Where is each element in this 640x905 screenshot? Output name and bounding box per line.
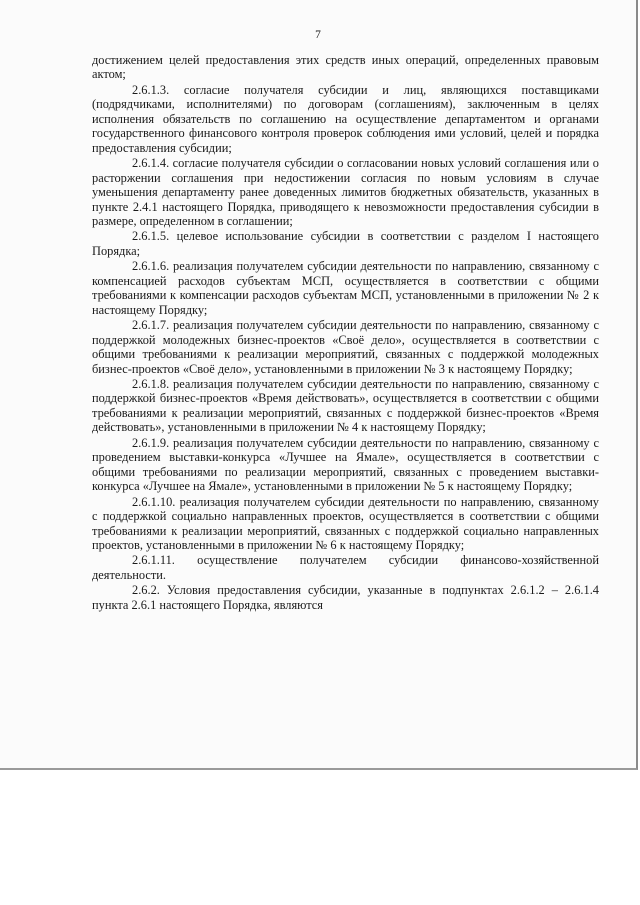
blank-area <box>0 770 640 903</box>
paragraph-2-6-1-11: 2.6.1.11. осуществление получателем субсидии финансово-хозяйственной деятельности. <box>92 553 599 582</box>
paragraph-2-6-1-7: 2.6.1.7. реализация получателем субсидии деятельности по направлению, связанному с поддержкой молодежных бизнес-проектов «Своё дело», осуществляется в соответствии с общими требованиями к реализации мероприятий, связанных с поддержкой молодежных бизнес-проектов «Своё дело», установленными в приложении № 3 к настоящему Порядку; <box>92 318 599 376</box>
paragraph-2-6-1-4: 2.6.1.4. согласие получателя субсидии о согласовании новых условий соглашения или о расторжении соглашения при недостижении согласия по новым условиям в случае уменьшения департаменту ранее доведенных лимитов бюджетных обязательств, указанных в пункте 2.4.1 настоящего Порядка, приводящего к невозможности предоставления субсидии в размере, определенном в соглашении; <box>92 156 599 228</box>
paragraph-2-6-2: 2.6.2. Условия предоставления субсидии, указанные в подпунктах 2.6.1.2 – 2.6.1.4 пункта 2.6.1 настоящего Порядка, являются <box>92 583 599 612</box>
paragraph-continuation: достижением целей предоставления этих средств иных операций, определенных правовым актом; <box>92 53 599 82</box>
paragraph-2-6-1-10: 2.6.1.10. реализация получателем субсидии деятельности по направлению, связанному с поддержкой социально направленных проектов, осуществляется в соответствии с общими требованиями к реализации мероприятий, связанных с поддержкой социально направленных проектов, установленными в приложении № 6 к настоящему Порядку; <box>92 494 599 552</box>
paragraph-2-6-1-9: 2.6.1.9. реализация получателем субсидии деятельности по направлению, связанному с проведением выставки-конкурса «Лучшее на Ямале», осуществляется в соответствии с общими требованиями по реализации мероприятий, связанных с проведением выставки-конкурса «Лучшее на Ямале», установленными в приложении № 5 к настоящему Порядку; <box>92 435 599 494</box>
page-number: 7 <box>315 29 321 41</box>
paragraph-2-6-1-6: 2.6.1.6. реализация получателем субсидии деятельности по направлению, связанному с компенсацией расходов субъектам МСП, осуществляется в соответствии с общими требованиями к компенсации расходов субъектам МСП, установленными в приложении № 2 к настоящему Порядку; <box>92 259 599 317</box>
document-body <box>92 53 599 613</box>
paragraph-2-6-1-5: 2.6.1.5. целевое использование субсидии в соответствии с разделом I настоящего Порядка; <box>92 229 599 258</box>
paragraph-2-6-1-3: 2.6.1.3. согласие получателя субсидии и лиц, являющихся поставщиками (подрядчиками, исполнителями) по договорам (соглашениям), заключенным в целях исполнения обязательств по соглашению на осуществление департаментом и органами государственного финансового контроля проверок соблюдения ими условий, целей и порядка предоставления субсидии; <box>92 82 599 155</box>
paragraph-2-6-1-8: 2.6.1.8. реализация получателем субсидии деятельности по направлению, связанному с поддержкой бизнес-проектов «Время действовать», осуществляется в соответствии с общими требованиями к реализации мероприятий, связанных с поддержкой бизнес-проектов «Время действовать», установленными в приложении № 4 к настоящему Порядку; <box>92 376 599 435</box>
